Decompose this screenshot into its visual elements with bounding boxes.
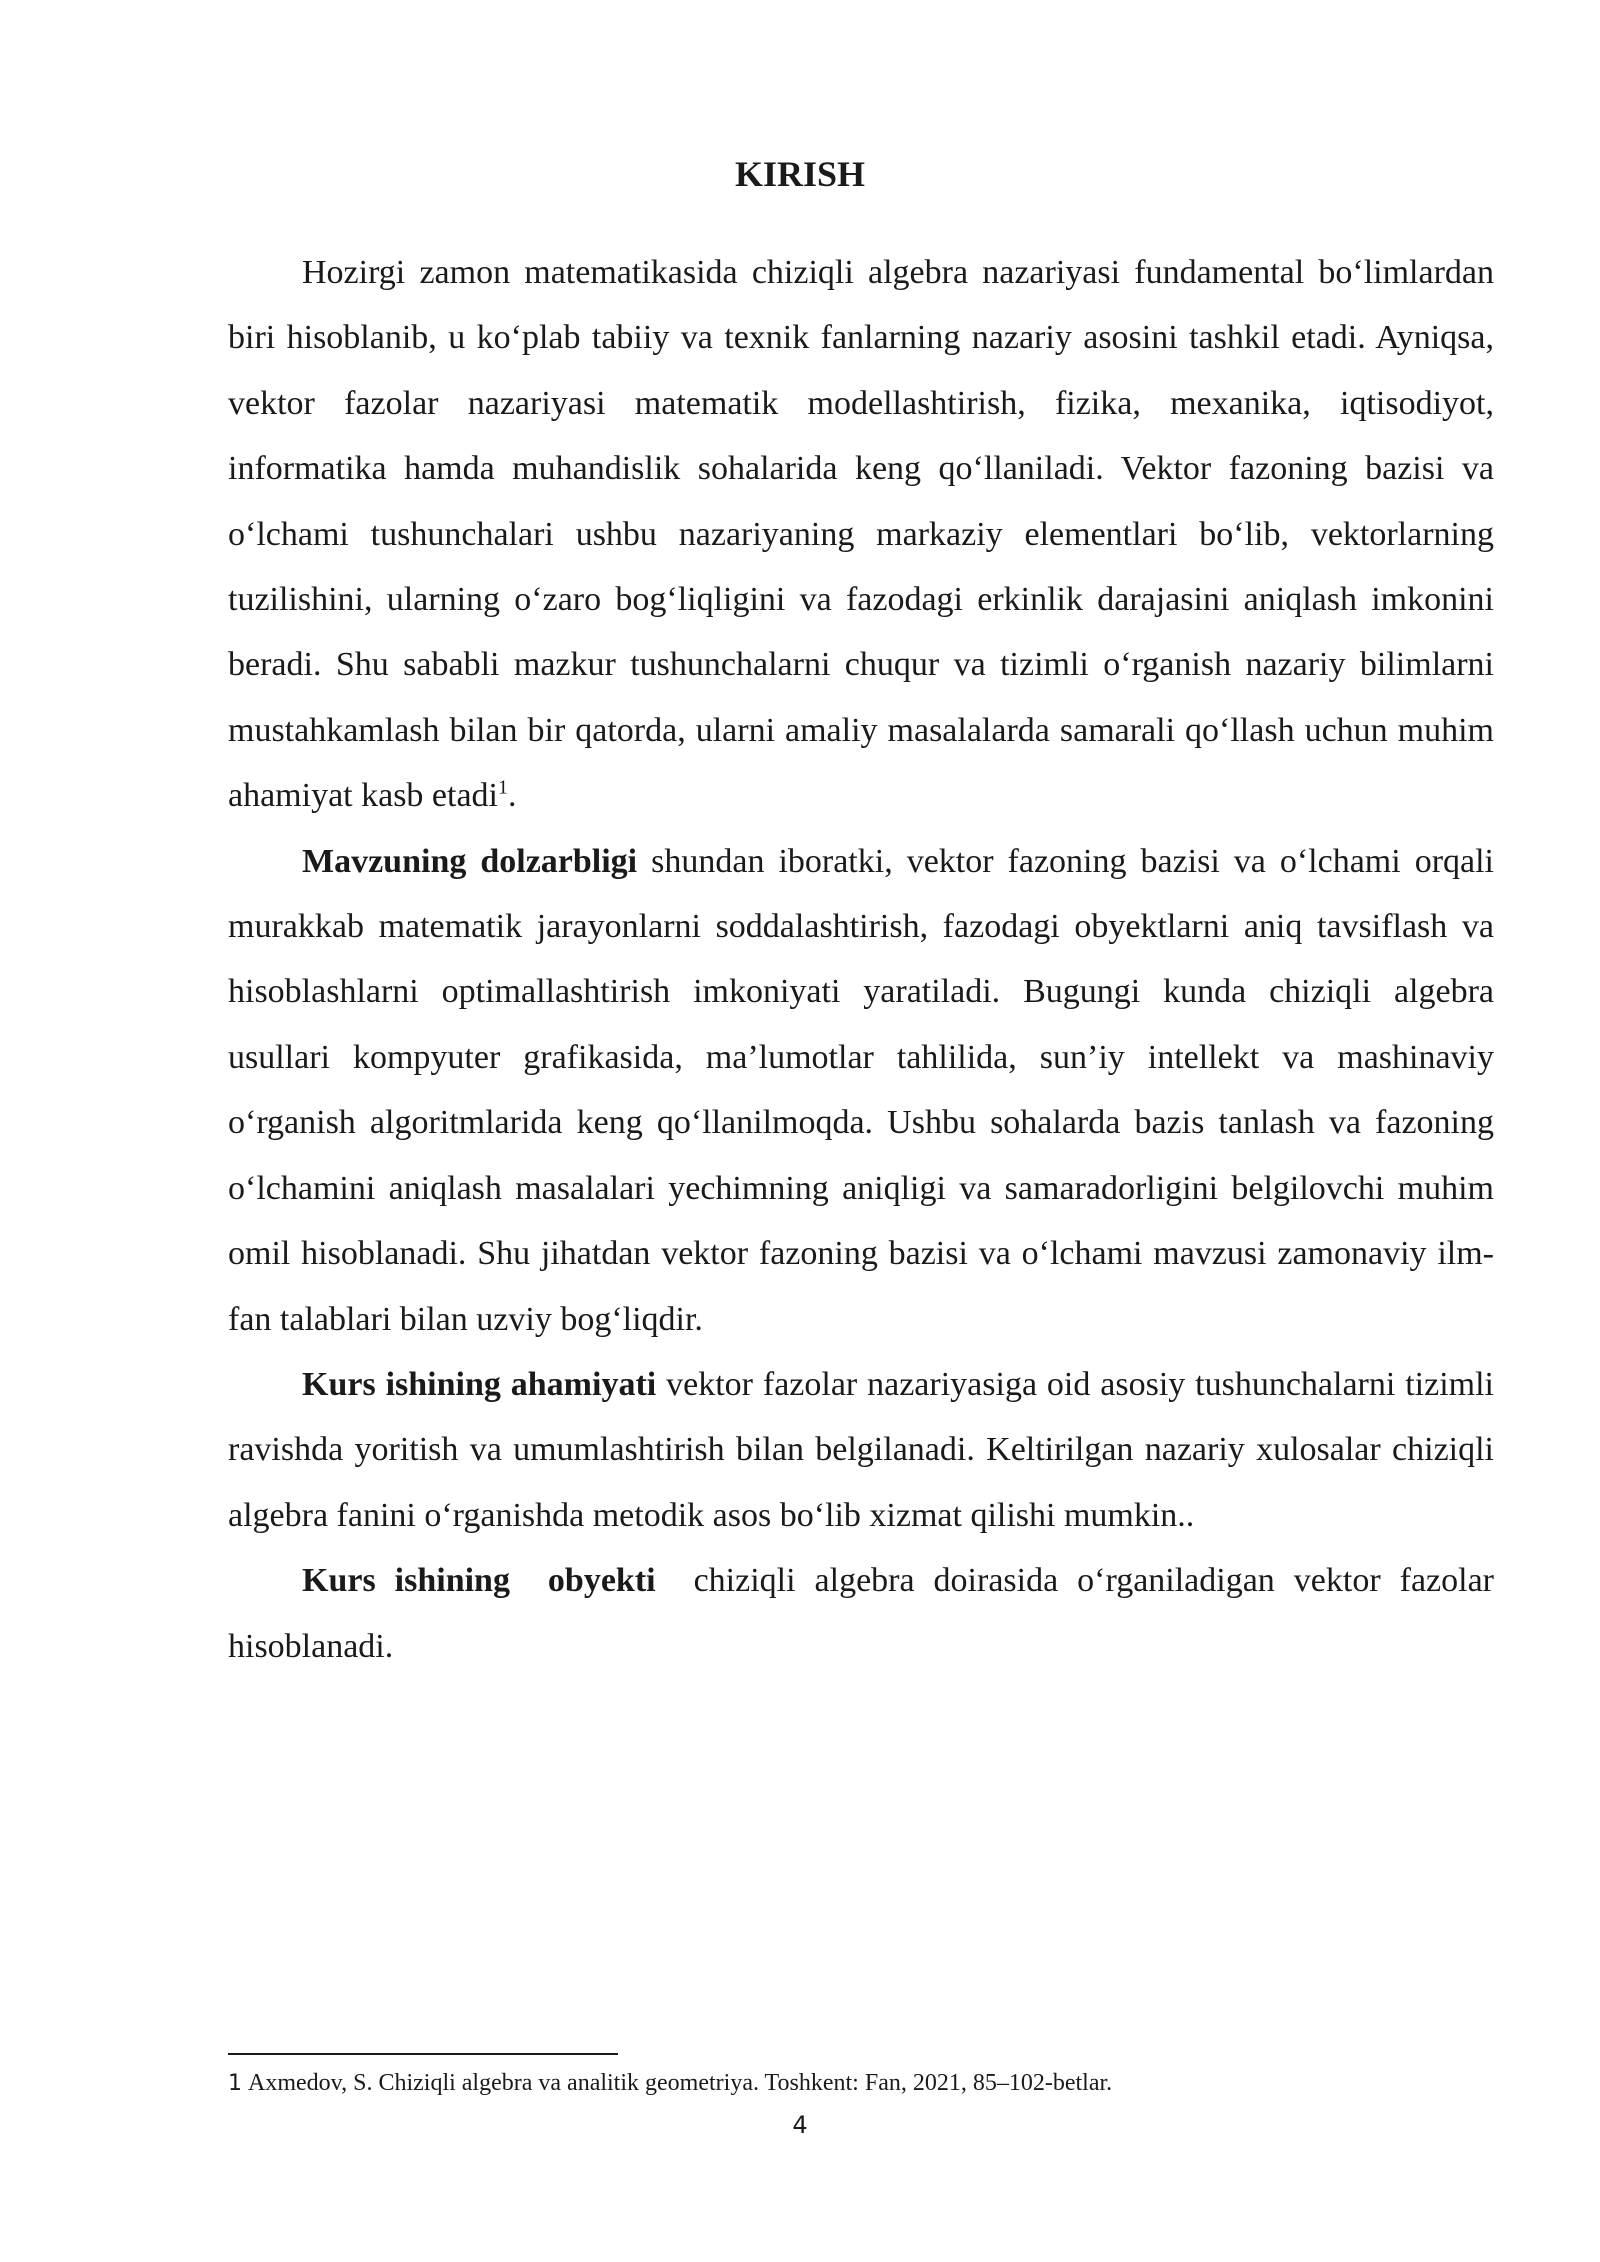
paragraph-significance (228, 1352, 1494, 1548)
page-number: 4 (792, 2111, 808, 2139)
relevance-text: shundan iboratki, vektor fazoning bazisi va o‘lchami orqali murakkab matematik jarayonlarni soddalashtirish, fazodagi obyektlarni aniq tavsiflash va hisoblashlarni optimallashtirish imkoniyati yaratiladi. Bugungi kunda chiziqli algebra usullari kompyuter grafikasida, ma’lumotlar tahlilida, sun’iy intellekt va mashinaviy o‘rganish algoritmlarida keng qo‘llanilmoqda. Ushbu sohalarda bazis tanlash va fazoning o‘lchamini aniqlash masalalari yechimning aniqligi va samaradorligini belgilovchi muhim omil hisoblanadi. Shu jihatdan vektor fazoning bazisi va o‘lchami mavzusi zamonaviy ilm-fan talablari bilan uzviy bog‘liqdir. (228, 842, 1494, 1338)
paragraph-object (228, 1548, 1503, 1679)
footnote-reference[interactable]: 1 (498, 776, 509, 799)
footnote-text: Axmedov, S. Chiziqli algebra va analitik geometriya. Toshkent: Fan, 2021, 85–102-betlar. (248, 2070, 1113, 2096)
main-text (228, 240, 1503, 1679)
paragraph-introduction-text: Hozirgi zamon matematikasida chiziqli algebra nazariyasi fundamental bo‘limlardan biri hisoblanib, u ko‘plab tabiiy va texnik fanlarning nazariy asosini tashkil etadi. Ayniqsa, vektor fazolar nazariyasi matematik modellashtirish, fizika, mexanika, iqtisodiyot, informatika hamda muhandislik sohalarida keng qo‘llaniladi. Vektor fazoning bazisi va o‘lchami tushunchalari ushbu nazariyaning markaziy elementlari bo‘lib, vektorlarning tuzilishini, ularning o‘zaro bog‘liqligini va fazodagi erkinlik darajasini aniqlash imkonini beradi. Shu sababli mazkur tushunchalarni chuqur va tizimli o‘rganish nazariy bilimlarni mustahkamlash bilan bir qatorda, ularni amaliy masalalarda samarali qo‘llash uchun muhim ahamiyat kasb etadi (228, 254, 1494, 815)
section-title: KIRISH (734, 154, 866, 194)
object-heading: Kurs ishining obyekti (302, 1562, 656, 1600)
significance-heading: Kurs ishining ahamiyati (302, 1365, 657, 1403)
footnote-separator (228, 2053, 618, 2055)
footnote (228, 2068, 1494, 2099)
paragraph-introduction-end: . (508, 777, 517, 815)
relevance-heading: Mavzuning dolzarbligi (302, 842, 638, 880)
paragraph-relevance (228, 829, 1494, 1352)
paragraph-introduction (228, 240, 1494, 829)
significance-text: vektor fazolar nazariyasiga oid asosiy tushunchalarni tizimli ravishda yoritish va umumlashtirish bilan belgilanadi. Keltirilgan nazariy xulosalar chiziqli algebra fanini o‘rganishda metodik asos bo‘lib xizmat qilishi mumkin.. (228, 1365, 1494, 1534)
footnote-number: 1 (228, 2071, 242, 2096)
object-text: chiziqli algebra doirasida o‘rganiladigan vektor fazolar hisoblanadi. (228, 1562, 1503, 1665)
